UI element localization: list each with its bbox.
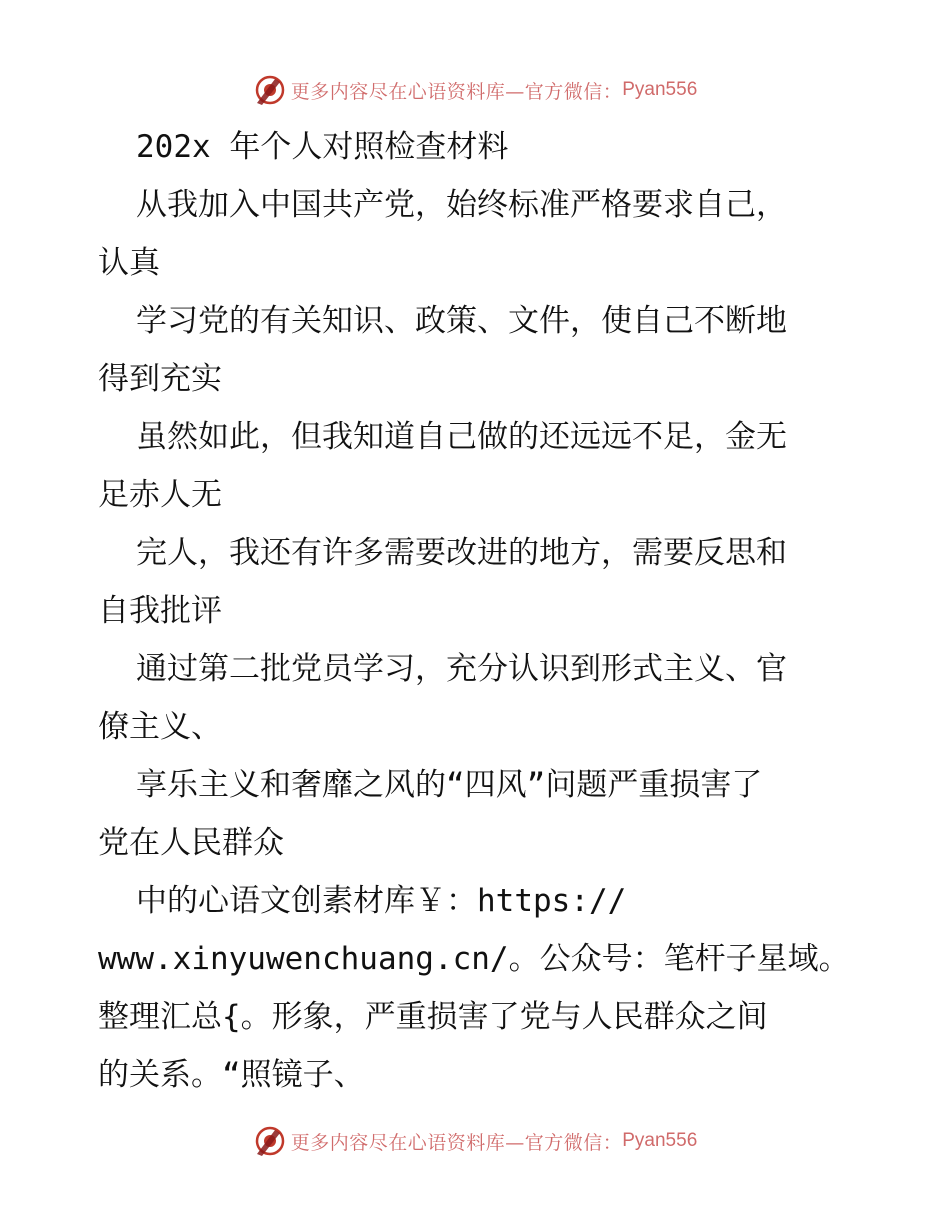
text-line: 虽然如此，但我知道自己做的还远远不足，金无: [136, 419, 787, 455]
text-line: 自我批评: [98, 593, 222, 629]
text-line: 足赤人无: [98, 477, 222, 513]
text-line: 学习党的有关知识、政策、文件，使自己不断地: [136, 303, 787, 339]
text-line: 得到充实: [98, 361, 222, 397]
text-line: 享乐主义和奢靡之风的“四风”问题严重损害了: [136, 767, 763, 803]
text-line: 党在人民群众: [98, 825, 284, 861]
footer-banner: [0, 1121, 950, 1161]
text-line: 中的心语文创素材库￥：https://: [136, 883, 627, 919]
text-line: www.xinyuwenchuang.cn/。公众号：笔杆子星域。: [98, 941, 850, 977]
text-line: 僚主义、: [98, 709, 222, 745]
text-line: 认真: [98, 245, 160, 281]
text-line: 完人，我还有许多需要改进的地方，需要反思和: [136, 535, 787, 571]
document-title: 202x 年个人对照检查材料: [136, 129, 509, 165]
banner-text: 更多内容尽在心语资料库—官方微信：: [290, 1131, 623, 1154]
quill-pen-logo-icon: [253, 73, 287, 107]
text-line: 整理汇总{。形象，严重损害了党与人民群众之间: [98, 999, 768, 1035]
quill-pen-logo-icon: [253, 1124, 287, 1158]
text-line: 的关系。“照镜子、: [98, 1057, 365, 1093]
text-line: 从我加入中国共产党，始终标准严格要求自己，: [136, 187, 787, 223]
text-line: 通过第二批党员学习，充分认识到形式主义、官: [136, 651, 787, 687]
wechat-id: Pyan556: [622, 1130, 698, 1151]
header-banner: [0, 70, 950, 110]
document-body: [98, 118, 858, 1104]
wechat-id: Pyan556: [622, 79, 698, 100]
banner-text: 更多内容尽在心语资料库—官方微信：: [290, 80, 623, 103]
